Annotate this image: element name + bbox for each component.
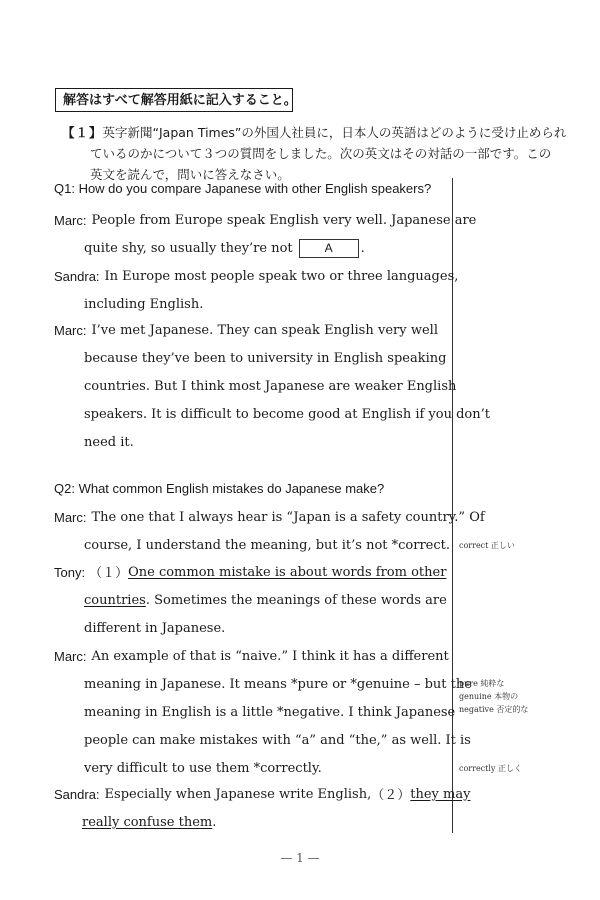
q1-marc-turn-1: Marc: People from Europe speak English very well. Japanese are quite shy, so usually they’re not A . xyxy=(54,207,438,263)
instruction-box: 解答はすべて解答用紙に記入すること。 xyxy=(55,88,293,112)
question-marker: 【１】 xyxy=(62,125,103,140)
intro-line-3: 英文を読んで，問いに答えなさい。 xyxy=(90,167,290,182)
q2-heading: Q2: What common English mistakes do Japanese make? xyxy=(54,481,385,496)
q2-marc-turn-2: Marc: An example of that is “naive.” I think it has a different meaning in Japanese. It means *pure or *genuine – but the meaning in English is a little *negative. I think Japanese people can make mistakes with “a” and “the,” as well. It is very difficult to use them *correctly. xyxy=(54,643,438,783)
underlined-passage-1: One common mistake is about words from other xyxy=(128,565,447,580)
speaker-label: Sandra: xyxy=(54,787,100,802)
q2-sandra-turn: Sandra: Especially when Japanese write English, （２） they may really confuse them. xyxy=(54,781,438,837)
page-number: — 1 — xyxy=(280,851,320,865)
underline-number-1: （１） xyxy=(89,565,129,580)
speaker-label: Marc: xyxy=(54,323,87,338)
intro-line-2: ているのかについて３つの質問をしました。次の英文はその対話の一部です。この xyxy=(90,146,552,161)
gloss-pure: pure 純粋な xyxy=(459,679,505,688)
q2-marc-turn-1: Marc: The one that I always hear is “Japan is a safety country.” Of course, I understand the meaning, but it’s not *correct. xyxy=(54,504,438,560)
speaker-label: Tony: xyxy=(54,565,86,580)
gloss-correctly: correctly 正しく xyxy=(459,764,522,773)
gloss-correct: correct 正しい xyxy=(459,541,515,550)
q2-tony-turn: Tony: （１） One common mistake is about words from other countries. Sometimes the meanings of these words are different in Japanese. xyxy=(54,559,438,643)
q1-sandra-turn: Sandra: In Europe most people speak two or three languages, including English. xyxy=(54,263,438,319)
gloss-negative: negative 否定的な xyxy=(459,705,529,714)
intro-line-1: 英字新聞“Japan Times”の外国人社員に，日本人の英語はどのように受け止められ xyxy=(102,125,567,140)
intro-paragraph xyxy=(62,122,567,185)
speaker-label: Marc: xyxy=(54,510,87,525)
q1-heading: Q1: How do you compare Japanese with other English speakers? xyxy=(54,181,432,196)
underlined-passage-2: they may xyxy=(410,787,471,802)
speaker-label: Sandra: xyxy=(54,269,100,284)
answer-blank-a: A xyxy=(299,239,359,258)
underline-number-2: （２） xyxy=(371,787,411,802)
gloss-genuine: genuine 本物の xyxy=(459,692,519,701)
speaker-label: Marc: xyxy=(54,213,87,228)
speaker-label: Marc: xyxy=(54,649,87,664)
q1-marc-turn-2: Marc: I’ve met Japanese. They can speak English very well because they’ve been to university in English speaking countries. But I think most Japanese are weaker English speakers. It is difficult to become good at English if you don’t need it. xyxy=(54,317,438,457)
